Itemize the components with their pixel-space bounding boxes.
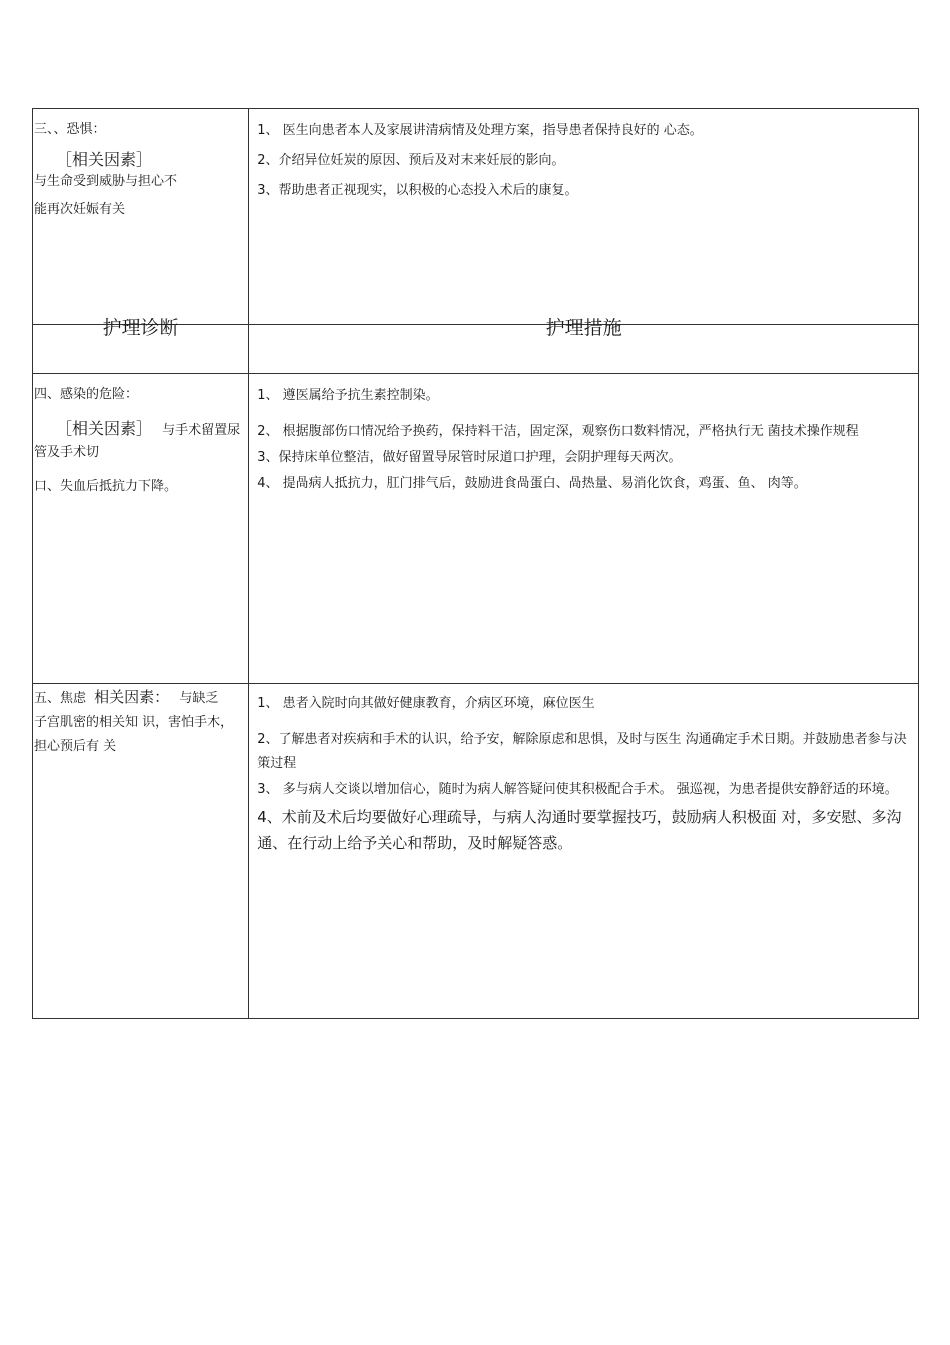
related-factors-text: 能再次妊娠有关 [34, 202, 126, 217]
related-factors-label: ［相关因素］ [56, 150, 153, 169]
diagnosis-cell [33, 684, 249, 1019]
measure-item: 2、 根据腹部伤口情况给予换药，保持料干洁，固定深，观察伤口数料情况，严格执行无 菌技术操作规程 [257, 424, 859, 439]
measure-item: 1、 医生向患者本人及家展讲清病情及处理方案，指导患者保持良好的 心态。 [257, 123, 703, 138]
nursing-plan-table [32, 108, 919, 1019]
measure-item: 3、帮助患者正视现实，以积极的心态投入术后的康复。 [257, 183, 578, 198]
measure-item: 4、术前及术后均要做好心理疏导，与病人沟通时要掌握技巧，鼓励病人积极面 对，多安慰、多沟通、在行动上给予关心和帮助，及时解疑答惑。 [257, 808, 902, 852]
diagnosis-cell [33, 109, 249, 325]
diagnosis-title: 五、焦虑 [34, 691, 87, 706]
related-factors-text: 担心预后有 关 [34, 739, 117, 754]
table-header-row [33, 325, 919, 374]
diagnosis-title: 四、感染的危险： [34, 387, 139, 402]
related-factors-text: 管及手术切 [34, 445, 100, 460]
header-diagnosis [33, 317, 249, 374]
measure-item: 1、 遵医属给予抗生素控制染。 [257, 388, 439, 403]
header-diagnosis-label: 护理诊断 [102, 317, 179, 339]
measure-item: 2、介绍异位妊炭的原因、预后及对末来妊辰的影向。 [257, 153, 565, 168]
related-factors-text: 口、失血后抵抗力下降。 [34, 479, 178, 494]
diagnosis-cell [33, 374, 249, 684]
diagnosis-row-infection [33, 374, 919, 684]
diagnosis-row-anxiety [33, 684, 919, 1019]
diagnosis-title: 三、、恐惧： [34, 122, 106, 137]
header-measures [249, 317, 919, 374]
measure-item: 4、 提咼病人抵抗力，肛门排气后，鼓励进食咼蛋白、咼热量、易消化饮食，鸡蛋、鱼、 肉等。 [257, 476, 807, 491]
related-factors-text: 与手术留置尿 [162, 423, 241, 438]
measure-item: 3、 多与病人交谈以增加信心，随时为病人解答疑问使其积极配合手术。 强巡视，为患者提供安静舒适的环境。 [257, 782, 898, 797]
header-measures-label: 护理措施 [545, 317, 622, 339]
measures-cell [249, 109, 919, 325]
diagnosis-row-fear [33, 109, 919, 325]
related-factors-text: 子宫肌密的相关知 识，害怕手木， [34, 715, 234, 730]
measure-item: 1、 患者入院时向其做好健康教育，介病区环境，麻位医生 [257, 696, 595, 711]
measure-item: 3、保持床单位整洁，做好留置导尿管时尿道口护理，会阴护理每天两次。 [257, 450, 682, 465]
measures-cell [249, 684, 919, 1019]
related-factors-text: 与缺乏 [179, 691, 219, 706]
related-factors-label: ［相关因素］ [56, 419, 153, 438]
measure-item: 2、了解患者对疾病和手术的认识，给予安，解除原虑和思惧，及时与医生 沟通确定手术日期。并鼓励患者参与决策过程 [257, 732, 907, 771]
related-factors-label: 相关因素： [94, 688, 170, 706]
related-factors-text: 与生命受到威胁与担心不 [34, 174, 178, 189]
measures-cell [249, 374, 919, 684]
